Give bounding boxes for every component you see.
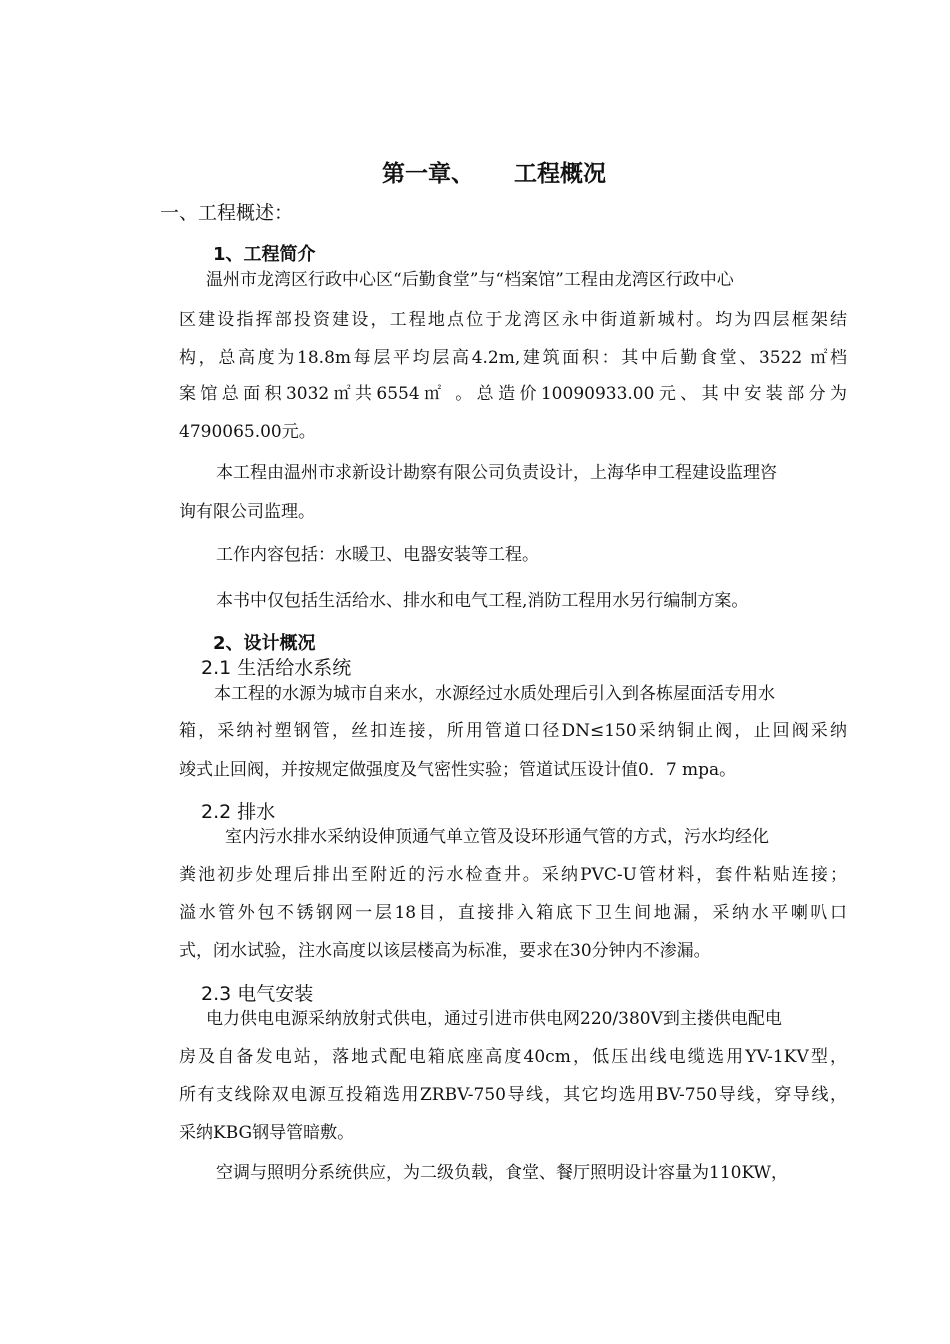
scope-note-para: 本书中仅包括生活给水、排水和电气工程,消防工程用水另行编制方案。 [216, 591, 749, 611]
heading-drainage: 2.2 排水 [201, 801, 276, 823]
intro-para-line: 案馆总面积3032㎡共6554㎡ 。总造价10090933.00元、其中安装部分为 [179, 384, 847, 404]
heading-electrical: 2.3 电气安装 [201, 983, 314, 1005]
intro-para-line: 区建设指挥部投资建设，工程地点位于龙湾区永中街道新城村。均为四层框架结 [179, 310, 847, 330]
chapter-title: 第一章、 工程概况 [381, 161, 607, 187]
electrical-line: 采纳KBG钢导管暗敷。 [179, 1123, 355, 1143]
designer-para-line: 询有限公司监理。 [179, 502, 315, 522]
intro-para-line: 温州市龙湾区行政中心区“后勤食堂”与“档案馆”工程由龙湾区行政中心 [206, 270, 734, 290]
drainage-line: 式，闭水试验，注水高度以该层楼高为标准，要求在30分钟内不渗漏。 [179, 941, 711, 961]
intro-para-line: 4790065.00元。 [179, 422, 316, 442]
electrical-line: 所有支线除双电源互投箱选用ZRBV-750导线，其它均选用BV-750导线，穿导线， [179, 1085, 847, 1105]
section-heading: 一、工程概述： [160, 202, 294, 224]
subsection-heading-intro: 1、工程简介 [213, 244, 316, 265]
electrical-line: 房及自备发电站，落地式配电箱底座高度40cm，低压出线电缆选用YV-1KV型， [179, 1047, 847, 1067]
water-supply-line: 本工程的水源为城市自来水，水源经过水质处理后引入到各栋屋面活专用水 [214, 684, 775, 704]
subsection-heading-design: 2、设计概况 [213, 633, 316, 654]
lighting-para-line: 空调与照明分系统供应，为二级负载，食堂、餐厅照明设计容量为110KW， [216, 1163, 789, 1183]
drainage-line: 粪池初步处理后排出至附近的污水检查井。采纳PVC-U管材料，套件粘贴连接； [179, 865, 847, 885]
intro-para-line: 构，总高度为18.8m每层平均层高4.2m,建筑面积：其中后勤食堂、3522 ㎡档 [179, 348, 847, 368]
drainage-line: 溢水管外包不锈钢网一层18目，直接排入箱底下卫生间地漏，采纳水平喇叭口 [179, 903, 847, 923]
water-supply-line: 箱，采纳衬塑钢管，丝扣连接，所用管道口径DN≤150采纳铜止阀，止回阀采纳 [179, 721, 847, 741]
electrical-line: 电力供电电源采纳放射式供电，通过引进市供电网220/380V到主搂供电配电 [206, 1009, 782, 1029]
water-supply-line: 竣式止回阀，并按规定做强度及气密性实验；管道试压设计值0．7 mpa。 [179, 760, 737, 780]
scope-para: 工作内容包括：水暖卫、电器安装等工程。 [216, 545, 539, 565]
designer-para-line: 本工程由温州市求新设计勘察有限公司负责设计，上海华申工程建设监理咨 [216, 463, 777, 483]
drainage-line: 室内污水排水采纳设伸顶通气单立管及设环形通气管的方式，污水均经化 [225, 827, 769, 847]
heading-water-supply: 2.1 生活给水系统 [201, 657, 352, 679]
